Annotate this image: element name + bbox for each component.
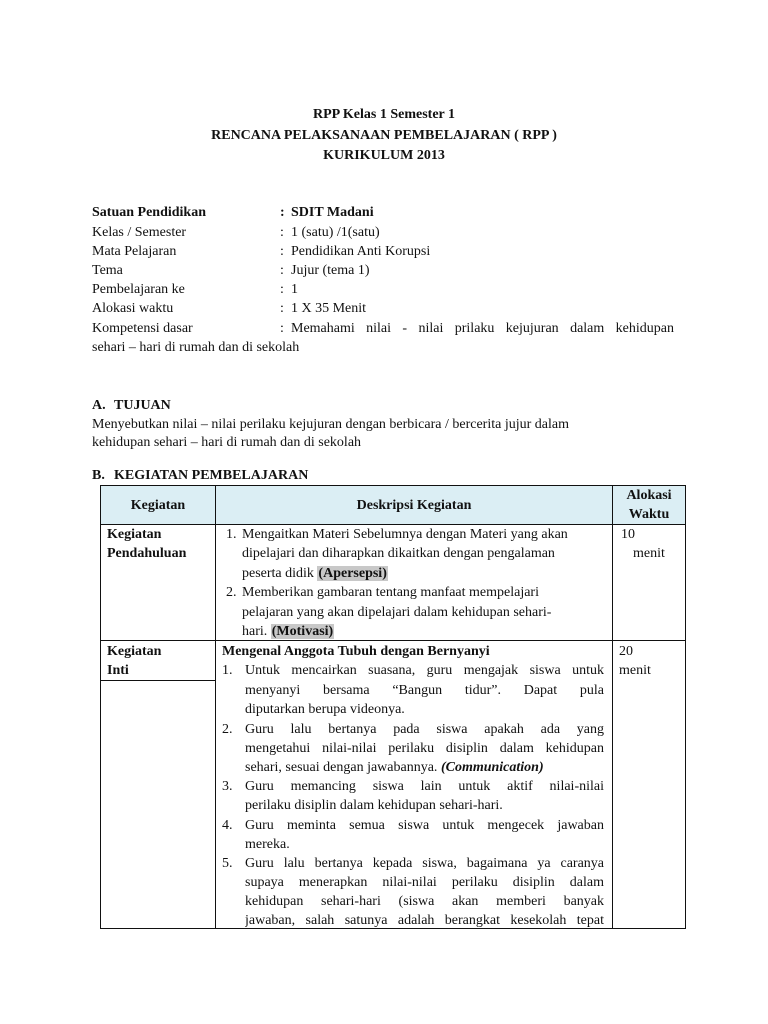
identity-label: Tema bbox=[92, 263, 123, 278]
section-b-title: KEGIATAN PEMBELAJARAN bbox=[114, 468, 309, 483]
row-label-pendahuluan-1: Kegiatan bbox=[107, 527, 162, 542]
time-unit-inti: menit bbox=[619, 663, 651, 678]
identity-label: Alokasi waktu bbox=[92, 301, 174, 316]
section-a-title: TUJUAN bbox=[114, 398, 171, 413]
identity-separator: : bbox=[280, 244, 284, 259]
row-label-inti-2: Inti bbox=[107, 663, 129, 678]
identity-separator: : bbox=[280, 282, 284, 297]
identity-kompetensi-continuation: sehari – hari di rumah dan di sekolah bbox=[92, 340, 300, 355]
list-item-text-end: sehari, sesuai dengan jawabannya. bbox=[245, 760, 438, 775]
table-header-waktu: Waktu bbox=[628, 507, 670, 522]
identity-value: Memahami nilai - nilai prilaku kejujuran dalam kehidupan bbox=[291, 321, 674, 336]
table-rule bbox=[100, 485, 686, 486]
list-item-text: perilaku disiplin dalam kehidupan sehari-hari. bbox=[245, 798, 503, 813]
list-item-text: menyanyi bersama “Bangun tidur”. Dapat pula bbox=[245, 683, 604, 698]
communication-tag: (Communication) bbox=[440, 760, 544, 775]
section-b-heading bbox=[92, 466, 308, 485]
list-item-text-end: peserta didik bbox=[242, 566, 314, 581]
table-rule bbox=[100, 485, 101, 929]
identity-row-kompetensi bbox=[92, 319, 674, 338]
list-item-text: Memberikan gambaran tentang manfaat mempelajari bbox=[242, 585, 539, 600]
identity-label: Satuan Pendidikan bbox=[92, 205, 206, 220]
table-rule bbox=[685, 485, 686, 929]
list-item-text: supaya menerapkan nilai-nilai perilaku disiplin dalam bbox=[245, 875, 604, 890]
identity-row-kelas bbox=[92, 223, 692, 242]
table-header-kegiatan: Kegiatan bbox=[130, 498, 186, 513]
apersepsi-tag: (Apersepsi) bbox=[318, 566, 387, 581]
identity-separator: : bbox=[280, 263, 284, 278]
list-number: 3. bbox=[222, 779, 233, 794]
list-item-text: Mengaitkan Materi Sebelumnya dengan Materi yang akan bbox=[242, 527, 568, 542]
list-item-text bbox=[242, 622, 334, 641]
identity-separator: : bbox=[280, 205, 285, 220]
identity-value: Pendidikan Anti Korupsi bbox=[291, 244, 431, 259]
table-rule bbox=[612, 485, 613, 929]
list-item-text bbox=[242, 564, 388, 583]
identity-label: Kelas / Semester bbox=[92, 225, 187, 240]
table-header-alokasi: Alokasi bbox=[626, 488, 672, 503]
identity-label: Mata Pelajaran bbox=[92, 244, 177, 259]
identity-value: SDIT Madani bbox=[291, 205, 374, 220]
list-item-text: Guru memancing siswa lain untuk aktif nilai-nilai bbox=[245, 779, 604, 794]
list-number: 2. bbox=[222, 722, 233, 737]
list-item-text: pelajaran yang akan dipelajari dalam kehidupan sehari- bbox=[242, 605, 552, 620]
table-rule bbox=[100, 680, 215, 681]
list-number: 4. bbox=[222, 818, 233, 833]
list-item-text: mengetahui nilai-nilai perilaku disiplin dalam kehidupan bbox=[245, 741, 604, 756]
table-rule bbox=[215, 485, 216, 929]
identity-row-mapel bbox=[92, 242, 692, 261]
identity-row-satuan bbox=[92, 203, 692, 222]
doc-title-line-3: KURIKULUM 2013 bbox=[323, 148, 445, 163]
identity-separator: : bbox=[280, 321, 284, 336]
time-unit-pendahuluan: menit bbox=[633, 546, 665, 561]
identity-separator: : bbox=[280, 301, 284, 316]
list-item-text bbox=[245, 758, 544, 777]
list-number: 5. bbox=[222, 856, 233, 871]
list-item-text: Guru lalu bertanya pada siswa apakah ada yang bbox=[245, 722, 604, 737]
time-value-pendahuluan: 10 bbox=[621, 527, 635, 542]
list-item-text: dipelajari dan diharapkan dikaitkan dengan pengalaman bbox=[242, 546, 555, 561]
inti-subtitle: Mengenal Anggota Tubuh dengan Bernyanyi bbox=[222, 644, 490, 659]
identity-row-alokasi bbox=[92, 299, 692, 318]
list-item-text: Guru lalu bertanya kepada siswa, bagaimana ya caranya bbox=[245, 856, 604, 871]
list-item-text: Guru meminta semua siswa untuk mengecek jawaban bbox=[245, 818, 604, 833]
section-a-letter: A. bbox=[92, 398, 106, 413]
table-header-deskripsi: Deskripsi Kegiatan bbox=[356, 498, 472, 513]
time-value-inti: 20 bbox=[619, 644, 633, 659]
table-rule bbox=[100, 928, 686, 929]
identity-label: Pembelajaran ke bbox=[92, 282, 185, 297]
section-a-text-line-2: kehidupan sehari – hari di rumah dan di sekolah bbox=[92, 435, 362, 450]
identity-value: 1 bbox=[291, 282, 298, 297]
section-a-heading bbox=[92, 396, 171, 415]
table-rule bbox=[100, 640, 686, 641]
identity-value: 1 X 35 Menit bbox=[291, 301, 367, 316]
list-number: 1. bbox=[222, 663, 233, 678]
list-number: 2. bbox=[226, 585, 237, 600]
section-b-letter: B. bbox=[92, 468, 105, 483]
motivasi-tag: (Motivasi) bbox=[271, 624, 334, 639]
list-item-text: kehidupan sehari-hari (siswa akan memberi banyak bbox=[245, 894, 604, 909]
identity-row-tema bbox=[92, 261, 692, 280]
list-item-text: diputarkan berupa videonya. bbox=[245, 702, 405, 717]
doc-title-line-2: RENCANA PELAKSANAAN PEMBELAJARAN ( RPP ) bbox=[211, 128, 557, 143]
identity-row-pembelajaran bbox=[92, 280, 692, 299]
row-label-inti-1: Kegiatan bbox=[107, 644, 162, 659]
doc-title-line-1: RPP Kelas 1 Semester 1 bbox=[312, 107, 456, 122]
list-item-text-end: hari. bbox=[242, 624, 268, 639]
list-item-text: Untuk mencairkan suasana, guru mengajak siswa untuk bbox=[245, 663, 604, 678]
identity-value: Jujur (tema 1) bbox=[291, 263, 370, 278]
identity-value: 1 (satu) /1(satu) bbox=[291, 225, 380, 240]
list-item-text: jawaban, salah satunya adalah berangkat kesekolah tepat bbox=[245, 913, 604, 928]
row-label-pendahuluan-2: Pendahuluan bbox=[107, 546, 187, 561]
section-a-text-line-1: Menyebutkan nilai – nilai perilaku kejujuran dengan berbicara / bercerita jujur dalam bbox=[92, 417, 569, 432]
list-item-text: mereka. bbox=[245, 837, 290, 852]
identity-separator: : bbox=[280, 225, 284, 240]
list-number: 1. bbox=[226, 527, 237, 542]
identity-label: Kompetensi dasar bbox=[92, 321, 193, 336]
